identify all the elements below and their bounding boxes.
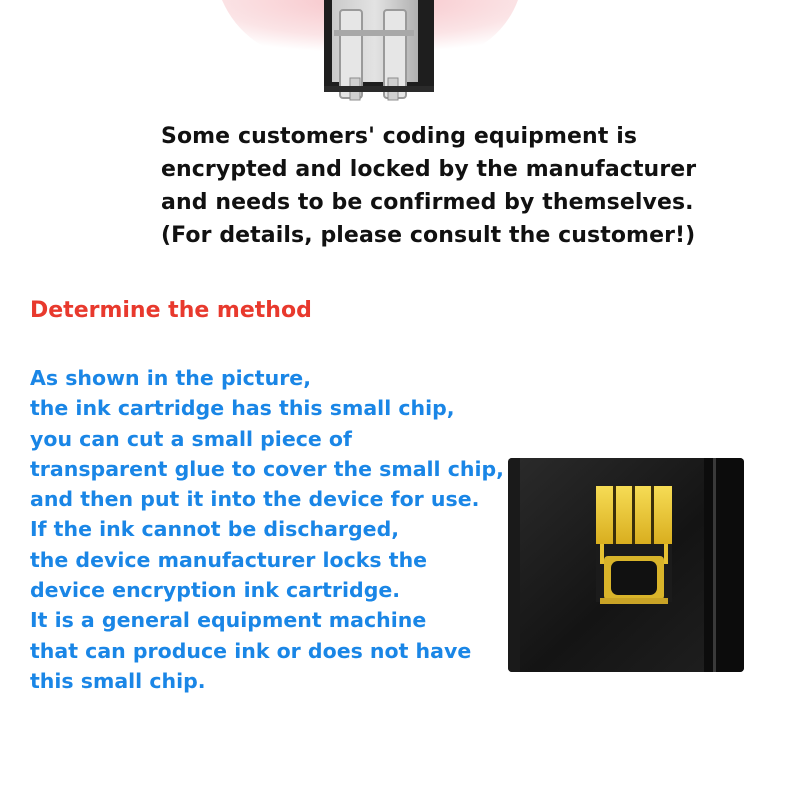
method-line: If the ink cannot be discharged, — [30, 517, 400, 542]
method-line: device encryption ink cartridge. — [30, 578, 401, 603]
notice-line: (For details, please consult the customer!) — [161, 223, 696, 248]
notice-line: and needs to be confirmed by themselves. — [161, 190, 694, 215]
method-line: It is a general equipment machine — [30, 608, 427, 633]
method-heading: Determine the method — [30, 298, 312, 323]
method-line: and then put it into the device for use. — [30, 487, 480, 512]
notice-paragraph — [161, 120, 761, 252]
cartridge-photo-top — [222, 0, 518, 120]
method-line: the device manufacturer locks the — [30, 547, 428, 572]
method-line: transparent glue to cover the small chip, — [30, 456, 504, 481]
notice-line: encrypted and locked by the manufacturer — [161, 157, 697, 182]
notice-line: Some customers' coding equipment is — [161, 124, 638, 149]
method-line: that can produce ink or does not have — [30, 638, 472, 663]
method-line: the ink cartridge has this small chip, — [30, 396, 455, 421]
method-description — [30, 363, 550, 696]
method-line: you can cut a small piece of — [30, 426, 352, 451]
cartridge-illustration — [222, 0, 518, 120]
method-line: As shown in the picture, — [30, 366, 311, 390]
method-line: this small chip. — [30, 668, 206, 693]
